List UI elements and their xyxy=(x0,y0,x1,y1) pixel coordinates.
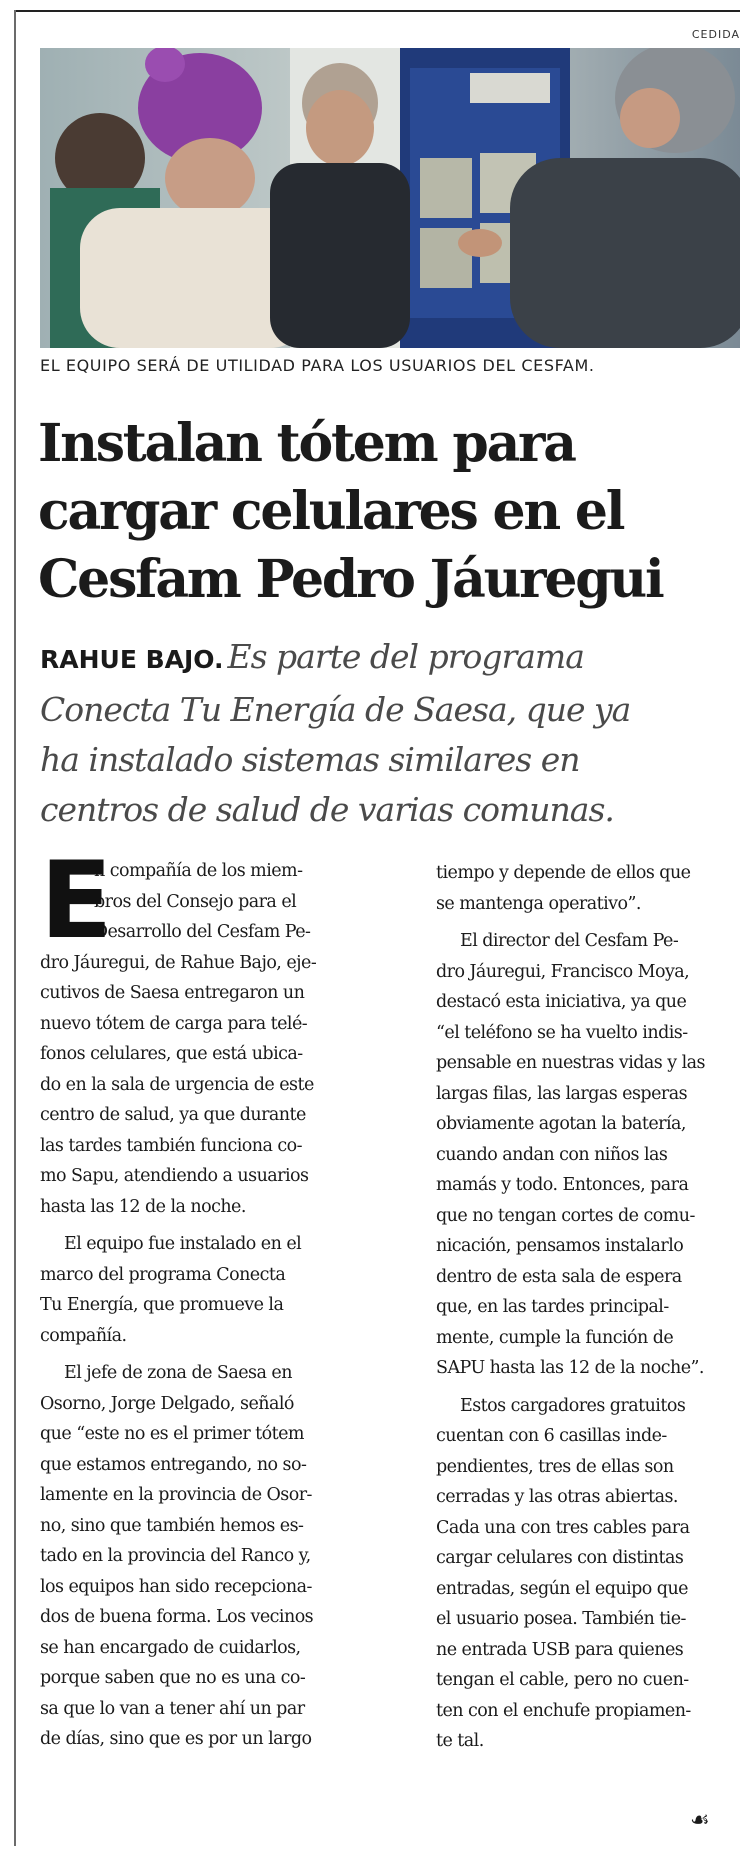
end-of-article-icon: ☙ xyxy=(690,1808,710,1833)
body-line: SAPU hasta las 12 de la noche”. xyxy=(436,1358,704,1378)
body-line: entradas, según el equipo que xyxy=(436,1578,688,1599)
body-line: lamente en la provincia de Osor- xyxy=(40,1485,312,1505)
body-line: el usuario posea. También tie- xyxy=(436,1609,686,1629)
body-line: Cada una con tres cables para xyxy=(436,1517,690,1538)
headline-line: Cesfam Pedro Jáuregui xyxy=(38,549,663,610)
body-line: tengan el cable, pero no cuen- xyxy=(436,1670,689,1690)
body-line: Estos cargadores gratuitos xyxy=(460,1395,686,1416)
body-line: sa que lo van a tener ahí un par xyxy=(40,1698,305,1719)
body-line: El equipo fue instalado en el xyxy=(64,1234,302,1254)
body-line: destacó esta iniciativa, ya que xyxy=(436,992,687,1012)
body-line: do en la sala de urgencia de este xyxy=(40,1074,314,1095)
headline xyxy=(38,410,743,614)
body-line: obviamente agotan la batería, xyxy=(436,1114,686,1134)
body-line: cuando andan con niños las xyxy=(436,1144,668,1165)
article-deck xyxy=(40,632,745,835)
body-line: n compañía de los miem- xyxy=(94,861,303,881)
body-line: ne entrada USB para quienes xyxy=(436,1639,684,1660)
body-line: de días, sino que es por un largo xyxy=(40,1729,312,1749)
body-line: que estamos entregando, no so- xyxy=(40,1454,307,1475)
body-line: Desarrollo del Cesfam Pe- xyxy=(94,922,311,942)
body-line: que, en las tardes principal- xyxy=(436,1297,669,1317)
body-line: las tardes también funciona co- xyxy=(40,1135,302,1156)
body-line: tiempo y depende de ellos que xyxy=(436,863,691,883)
photo-illustration xyxy=(40,48,740,348)
body-line: Tu Energía, que promueve la xyxy=(40,1295,284,1315)
deck-line: Es parte del programa xyxy=(227,637,584,676)
body-line: mamás y todo. Entonces, para xyxy=(436,1175,689,1195)
photo-credit: CEDIDA xyxy=(691,28,740,41)
first-paragraph xyxy=(40,839,360,1222)
body-line: fonos celulares, que está ubica- xyxy=(40,1044,303,1064)
body-line: te tal. xyxy=(436,1731,484,1751)
headline-line: Instalan tótem para xyxy=(38,413,575,474)
body-line: Osorno, Jorge Delgado, señaló xyxy=(40,1393,294,1414)
article-photo xyxy=(40,48,740,348)
body-line: se han encargado de cuidarlos, xyxy=(40,1637,301,1658)
body-line: pendientes, tres de ellas son xyxy=(436,1456,674,1477)
photo-caption: EL EQUIPO SERÁ DE UTILIDAD PARA LOS USUARIOS DEL CESFAM. xyxy=(40,356,595,375)
body-line: compañía. xyxy=(40,1325,127,1346)
body-line: nuevo tótem de carga para telé- xyxy=(40,1013,308,1034)
body-line: ten con el enchufe propiamen- xyxy=(436,1700,691,1721)
body-line: porque saben que no es una co- xyxy=(40,1668,306,1688)
body-line: dos de buena forma. Los vecinos xyxy=(40,1607,314,1627)
body-line: “el teléfono se ha vuelto indis- xyxy=(436,1022,688,1043)
body-line: marco del programa Conecta xyxy=(40,1264,286,1285)
body-line: dro Jáuregui, Francisco Moya, xyxy=(436,961,690,982)
body-line: hasta las 12 de la noche. xyxy=(40,1196,246,1217)
body-line: dentro de esta sala de espera xyxy=(436,1266,682,1287)
deck-line: ha instalado sistemas similares en xyxy=(40,740,580,779)
body-line: tado en la provincia del Ranco y, xyxy=(40,1546,311,1566)
body-line: cargar celulares con distintas xyxy=(436,1548,684,1568)
body-line: centro de salud, ya que durante xyxy=(40,1105,306,1125)
deck-line: Conecta Tu Energía de Saesa, que ya xyxy=(40,690,631,729)
body-line: que “este no es el primer tótem xyxy=(40,1424,304,1444)
body-line: se mantenga operativo”. xyxy=(436,893,641,914)
body-line: cerradas y las otras abiertas. xyxy=(436,1487,678,1507)
body-line: los equipos han sido recepciona- xyxy=(40,1576,312,1597)
body-line: no, sino que también hemos es- xyxy=(40,1515,304,1536)
body-line: mente, cumple la función de xyxy=(436,1327,674,1348)
top-rule xyxy=(14,10,740,12)
body-column-left xyxy=(40,839,360,1755)
body-line: cutivos de Saesa entregaron un xyxy=(40,983,305,1003)
body-line: bros del Consejo para el xyxy=(94,891,297,912)
body-column-right xyxy=(436,858,748,1757)
deck-line: centros de salud de varias comunas. xyxy=(40,790,614,829)
body-line: largas filas, las largas esperas xyxy=(436,1083,688,1104)
column-divider xyxy=(14,10,16,1846)
body-line: El director del Cesfam Pe- xyxy=(460,931,679,951)
body-line: pensable en nuestras vidas y las xyxy=(436,1053,705,1073)
body-line: dro Jáuregui, de Rahue Bajo, eje- xyxy=(40,952,317,973)
body-line: que no tengan cortes de comu- xyxy=(436,1205,695,1226)
drop-cap: E xyxy=(40,839,112,962)
body-line: mo Sapu, atendiendo a usuarios xyxy=(40,1166,309,1186)
body-line: El jefe de zona de Saesa en xyxy=(64,1363,292,1383)
body-line: nicación, pensamos instalarlo xyxy=(436,1236,684,1256)
headline-line: cargar celulares en el xyxy=(38,481,624,542)
body-line: cuentan con 6 casillas inde- xyxy=(436,1426,667,1446)
deck-kicker: RAHUE BAJO. xyxy=(40,645,224,674)
